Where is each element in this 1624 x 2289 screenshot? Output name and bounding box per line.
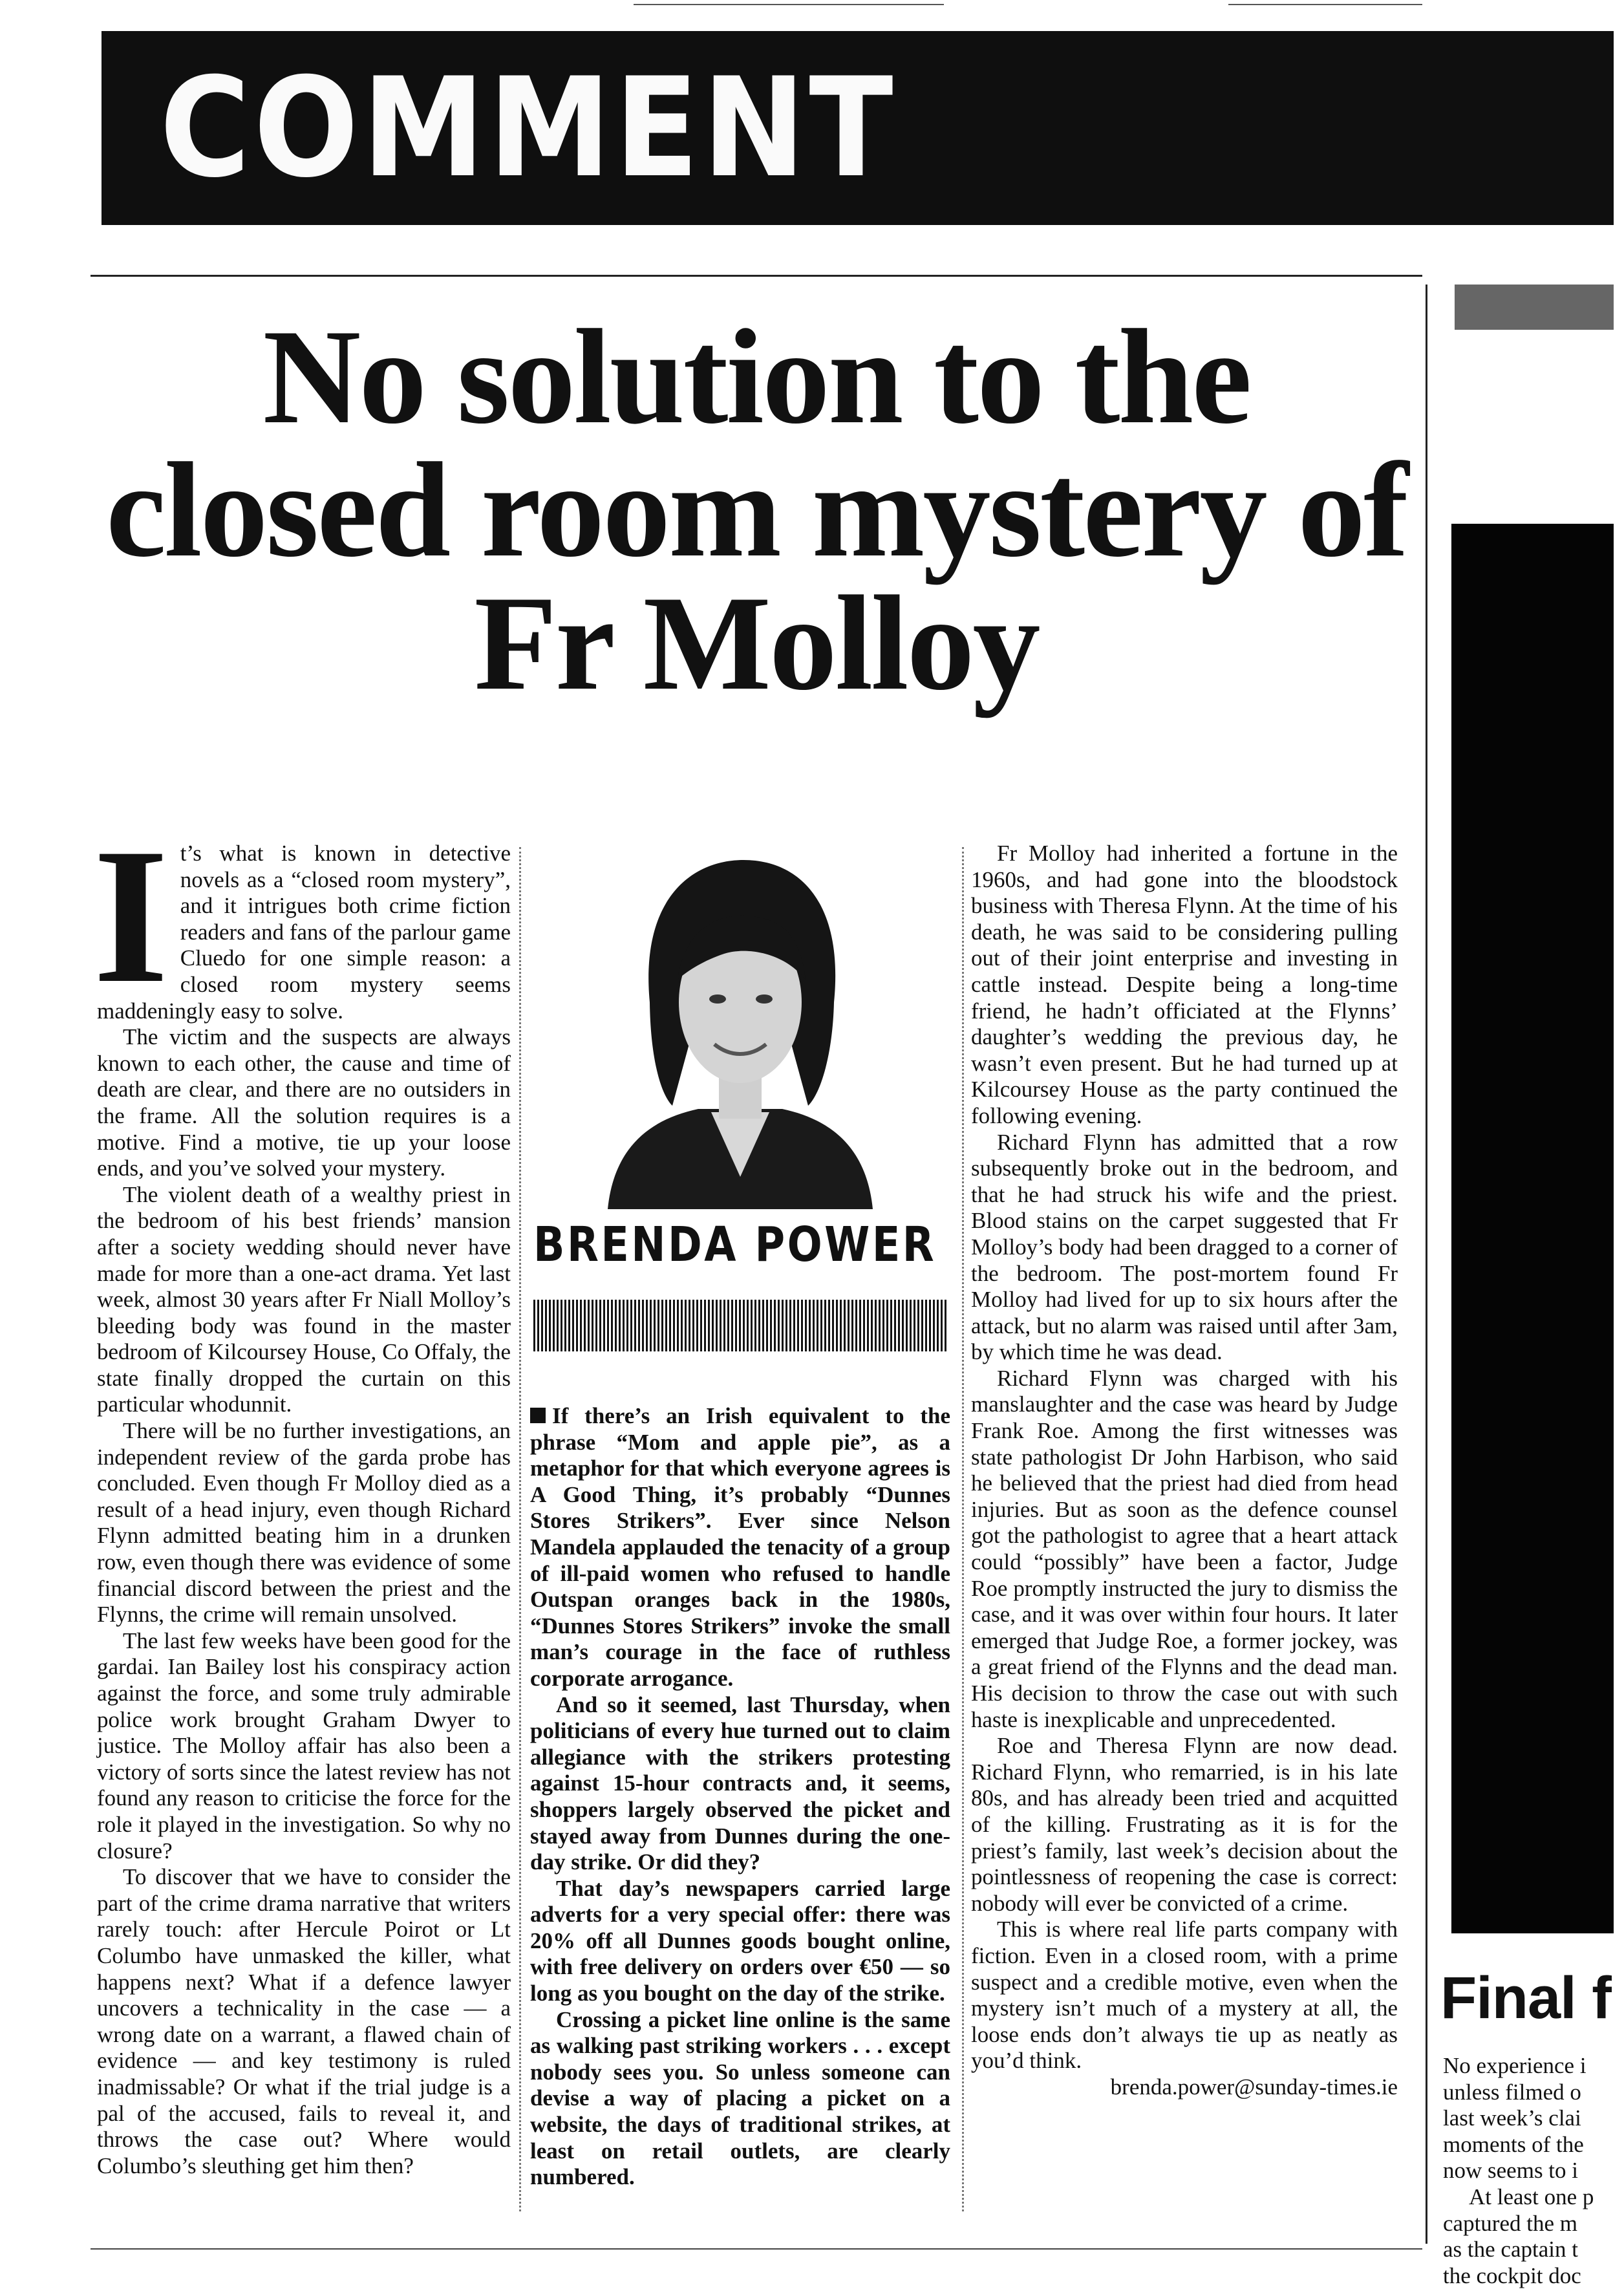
next-article-headline: Final f xyxy=(1440,1965,1611,2031)
next-article-line: unless filmed o xyxy=(1443,2079,1581,2105)
paragraph: Fr Molloy had inherited a fortune in the 1960s, and had gone into the bloodstock business with Theresa Flynn. At the time of his death, he was said to be considering pulling out of their joint enterprise and investing in cattle instead. Despite being a long-time friend, he hadn’t officiated at the Flynns’ daughter’s wedding the previous day, he wasn’t even present. But he had turned up at Kilcoursey House as the party continued the following evening. xyxy=(971,841,1398,1128)
headline: No solution to the closed room mystery of Fr Molloy xyxy=(105,302,1407,718)
paragraph: Crossing a picket line online is the same as walking past striking workers . . . except nobody sees you. So unless someone can devise a way of placing a picket on a website, the days of traditional strikes, at least on retail outlets, are clearly numbered. xyxy=(530,2006,950,2190)
paragraph: Richard Flynn was charged with his manslaughter and the case was heard by Judge Frank Roe. Among the first witnesses was state pathologist Dr John Harbison, who said he believed that the priest had died from head injuries. But as soon as the defence counsel got the pathologist to agree that a heart attack could “possibly” have been a factor, Judge Roe promptly instructed the jury to dismiss the case, and it was over within four hours. It later emerged that Judge Roe, a former jockey, was a great friend of the Flynns and the dead man. His decision to throw the case out with such haste is inexplicable and unprecedented. xyxy=(971,1365,1398,1732)
paragraph: The violent death of a wealthy priest in the bedroom of his best friends’ mansion after a society wedding should never have made for more than a one-act drama. Yet last week, almost 30 years after Fr Niall Molloy’s bleeding body was found in the master bedroom of Kilcoursey House, Co Offaly, the state finally dropped the curtain on this particular whodunnit. xyxy=(97,1181,511,1417)
next-article-line: as the captain t xyxy=(1443,2237,1578,2262)
paragraph: Richard Flynn has admitted that a row subsequently broke out in the bedroom, and that he had struck his wife and the priest. Blood stains on the carpet suggested that Fr Molloy’s body had been dragged to a corner of the bedroom. The post-mortem found Fr Molloy had lived for up to six hours after the attack, but no alarm was raised until after 3am, by which time he was dead. xyxy=(971,1129,1398,1365)
paragraph: There will be no further investigations, an independent review of the garda probe has concluded. Even though Fr Molloy died as a result of a head injury, even though Richard Flynn admitted beating him in a drunken row, even though there was evidence of some financial discord between the priest and the Flynns, the crime will remain unsolved. xyxy=(97,1418,511,1628)
author-email: brenda.power@sunday-times.ie xyxy=(1110,2074,1398,2100)
next-article-line: No experience i xyxy=(1443,2053,1587,2078)
paragraph: To discover that we have to consider the part of the crime drama narrative that writers rarely touch: after Hercule Poirot or Lt Columbo have unmasked the killer, what happens next? What if a defence lawyer uncovers a technicality in the case — a wrong date on a warrant, a flawed chain of evidence — and key testimony is ruled inadmissable? Or what if the trial judge is a pal of the accused, fails to reveal it, and throws the case out? Where would Columbo’s sleuthing get him then? xyxy=(97,1864,511,2178)
footer-rule xyxy=(91,2248,1422,2250)
section-title: COMMENT xyxy=(160,48,897,208)
next-article-line: now seems to i xyxy=(1443,2158,1579,2184)
next-article-line: the cockpit doc xyxy=(1443,2262,1581,2288)
paragraph: It’s what is known in detective novels as a “closed room mystery”, and it intrigues both crime fiction readers and fans of the parlour game Cluedo for one simple reason: a closed room mystery seems maddeningly easy to solve. xyxy=(93,808,511,1024)
byline: BRENDA POWER xyxy=(533,1217,937,1273)
next-article-line: last week’s clai xyxy=(1443,2105,1581,2131)
next-article-text xyxy=(1443,2053,1624,2289)
paragraph: That day’s newspapers carried large adverts for a very special offer: there was 20% off all Dunnes goods bought online, with free delivery on orders over €50 — so long as you bought on the day of the strike. xyxy=(530,1875,950,2006)
paragraph: The last few weeks have been good for the gardai. Ian Bailey lost his conspiracy action against the force, and some truly admirable police work brought Graham Dwyer to justice. The Molloy affair has also been a victory of sorts since the latest review has not found any reason to criticise the force for the role it played in the investigation. So why no closure? xyxy=(97,1628,511,1864)
paragraph: This is where real life parts company with fiction. Even in a closed room, with a prime suspect and a credible motive, even when the mystery isn’t much of a mystery at all, the loose ends don’t always tie up as neatly as you’d think. xyxy=(971,1917,1398,2074)
drop-cap: I xyxy=(93,808,169,1023)
next-article-line: moments of the xyxy=(1443,2131,1584,2157)
paragraph: And so it seemed, last Thursday, when politicians of every hue turned out to claim allegiance with the strikers protesting against 15-hour contracts and, it seems, shoppers largely observed the picket and stayed away from Dunnes during the one-day strike. Or did they? xyxy=(530,1692,950,1875)
paragraph: If there’s an Irish equivalent to the phrase “Mom and apple pie”, as a metaphor for that which everyone agrees is A Good Thing, it’s probably “Dunnes Stores Strikers”. Ever since Nelson Mandela applauded the tenacity of a group of ill-paid women who refused to handle Outspan oranges back in the 1980s, “Dunnes Stores Strikers” invoke the small man’s courage in the face of ruthless corporate arrogance. xyxy=(530,1403,950,1691)
paragraph: Roe and Theresa Flynn are now dead. Richard Flynn, who remarried, is in his late 80s, and has already been tried and acquitted of the killing. Frustrating as it is for the priest’s family, last week’s decision about the pointlessness of reopening the case is correct: nobody will ever be convicted of a crime. xyxy=(971,1733,1398,1916)
next-article-line: At least one p xyxy=(1469,2184,1594,2209)
paragraph: The victim and the suspects are always known to each other, the cause and time of death are clear, and there are no outsiders in the frame. All the solution requires is a motive. Find a motive, tie up your loose ends, and you’ve solved your mystery. xyxy=(97,1024,511,1181)
next-article-line: captured the m xyxy=(1443,2210,1577,2236)
